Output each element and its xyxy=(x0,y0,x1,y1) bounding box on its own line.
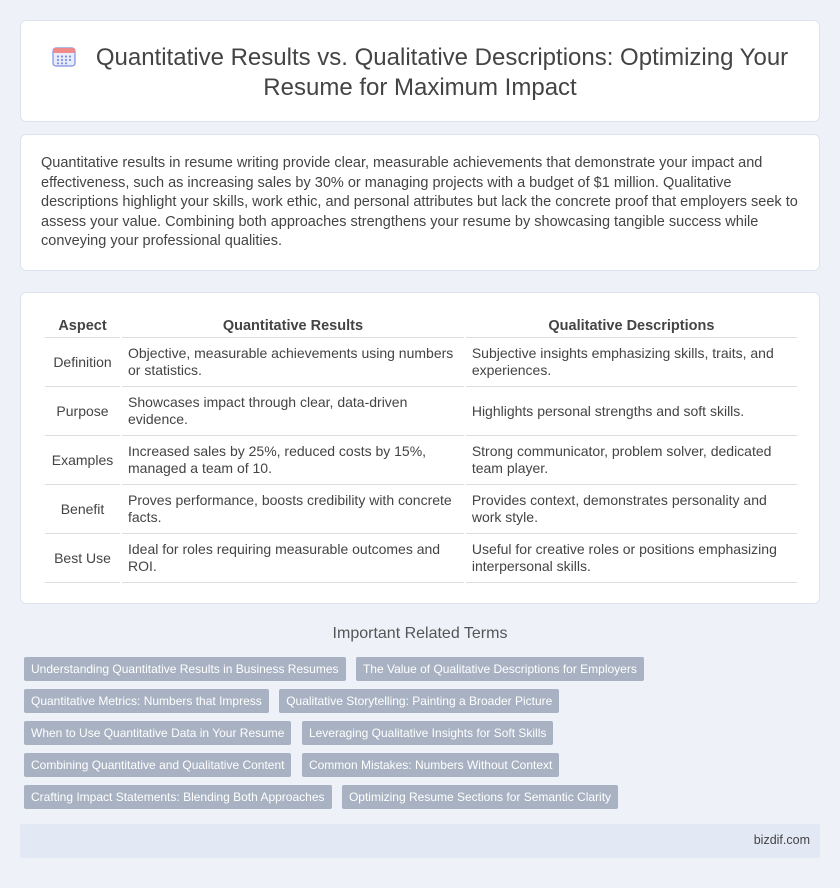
qualitative-cell: Strong communicator, problem solver, dedicated team player. xyxy=(466,436,797,485)
quantitative-cell: Objective, measurable achievements using numbers or statistics. xyxy=(122,338,464,387)
related-term-tag[interactable]: When to Use Quantitative Data in Your Resume xyxy=(24,721,291,745)
qualitative-cell: Highlights personal strengths and soft skills. xyxy=(466,387,797,436)
quantitative-cell: Showcases impact through clear, data-driven evidence. xyxy=(122,387,464,436)
table-row xyxy=(45,534,797,583)
table-row xyxy=(45,485,797,534)
aspect-cell: Best Use xyxy=(45,534,120,583)
related-term-tag[interactable]: Understanding Quantitative Results in Business Resumes xyxy=(24,657,346,681)
footer-bar xyxy=(20,824,820,858)
comparison-card xyxy=(20,292,820,604)
quantitative-cell: Ideal for roles requiring measurable outcomes and ROI. xyxy=(122,534,464,583)
related-term-tag[interactable]: Optimizing Resume Sections for Semantic Clarity xyxy=(342,785,618,809)
header-card xyxy=(20,20,820,122)
header-aspect: Aspect xyxy=(45,316,120,338)
page-title-wrap xyxy=(51,43,789,103)
tag-row xyxy=(24,753,824,785)
page-title: Quantitative Results vs. Qualitative Descriptions: Optimizing Your Resume for Maximum Impact xyxy=(95,44,789,101)
comparison-table xyxy=(43,316,799,583)
qualitative-cell: Subjective insights emphasizing skills, traits, and experiences. xyxy=(466,338,797,387)
aspect-cell: Purpose xyxy=(45,387,120,436)
related-term-tag[interactable]: The Value of Qualitative Descriptions for Employers xyxy=(356,657,644,681)
related-term-tag[interactable]: Quantitative Metrics: Numbers that Impress xyxy=(24,689,269,713)
tag-row xyxy=(24,657,824,689)
intro-card xyxy=(20,134,820,271)
tag-row xyxy=(24,689,824,721)
tag-row xyxy=(24,785,824,817)
related-term-tag[interactable]: Common Mistakes: Numbers Without Context xyxy=(302,753,559,777)
related-term-tag[interactable]: Crafting Impact Statements: Blending Both Approaches xyxy=(24,785,332,809)
related-terms-list xyxy=(24,657,824,817)
intro-text: Quantitative results in resume writing provide clear, measurable achievements that demonstrate your impact and effectiveness, such as increasing sales by 30% or managing projects with a budget of $1 million. Qualitative descriptions highlight your skills, work ethic, and personal attributes but lack the concrete proof that employers seek to assess your value. Combining both approaches strengthens your resume by showcasing tangible success while conveying your professional qualities. xyxy=(41,155,798,249)
table-header-row xyxy=(45,316,797,338)
qualitative-cell: Useful for creative roles or positions emphasizing interpersonal skills. xyxy=(466,534,797,583)
related-term-tag[interactable]: Leveraging Qualitative Insights for Soft Skills xyxy=(302,721,553,745)
table-row xyxy=(45,387,797,436)
table-row xyxy=(45,436,797,485)
aspect-cell: Examples xyxy=(45,436,120,485)
calendar-icon xyxy=(52,45,76,67)
header-quantitative: Quantitative Results xyxy=(122,316,464,338)
related-term-tag[interactable]: Qualitative Storytelling: Painting a Broader Picture xyxy=(279,689,559,713)
tag-row xyxy=(24,721,824,753)
footer-site-link[interactable]: bizdif.com xyxy=(753,833,810,847)
quantitative-cell: Increased sales by 25%, reduced costs by 15%, managed a team of 10. xyxy=(122,436,464,485)
related-terms-title: Important Related Terms xyxy=(332,625,508,642)
aspect-cell: Definition xyxy=(45,338,120,387)
related-term-tag[interactable]: Combining Quantitative and Qualitative Content xyxy=(24,753,291,777)
header-qualitative: Qualitative Descriptions xyxy=(466,316,797,338)
aspect-cell: Benefit xyxy=(45,485,120,534)
qualitative-cell: Provides context, demonstrates personality and work style. xyxy=(466,485,797,534)
quantitative-cell: Proves performance, boosts credibility with concrete facts. xyxy=(122,485,464,534)
table-row xyxy=(45,338,797,387)
